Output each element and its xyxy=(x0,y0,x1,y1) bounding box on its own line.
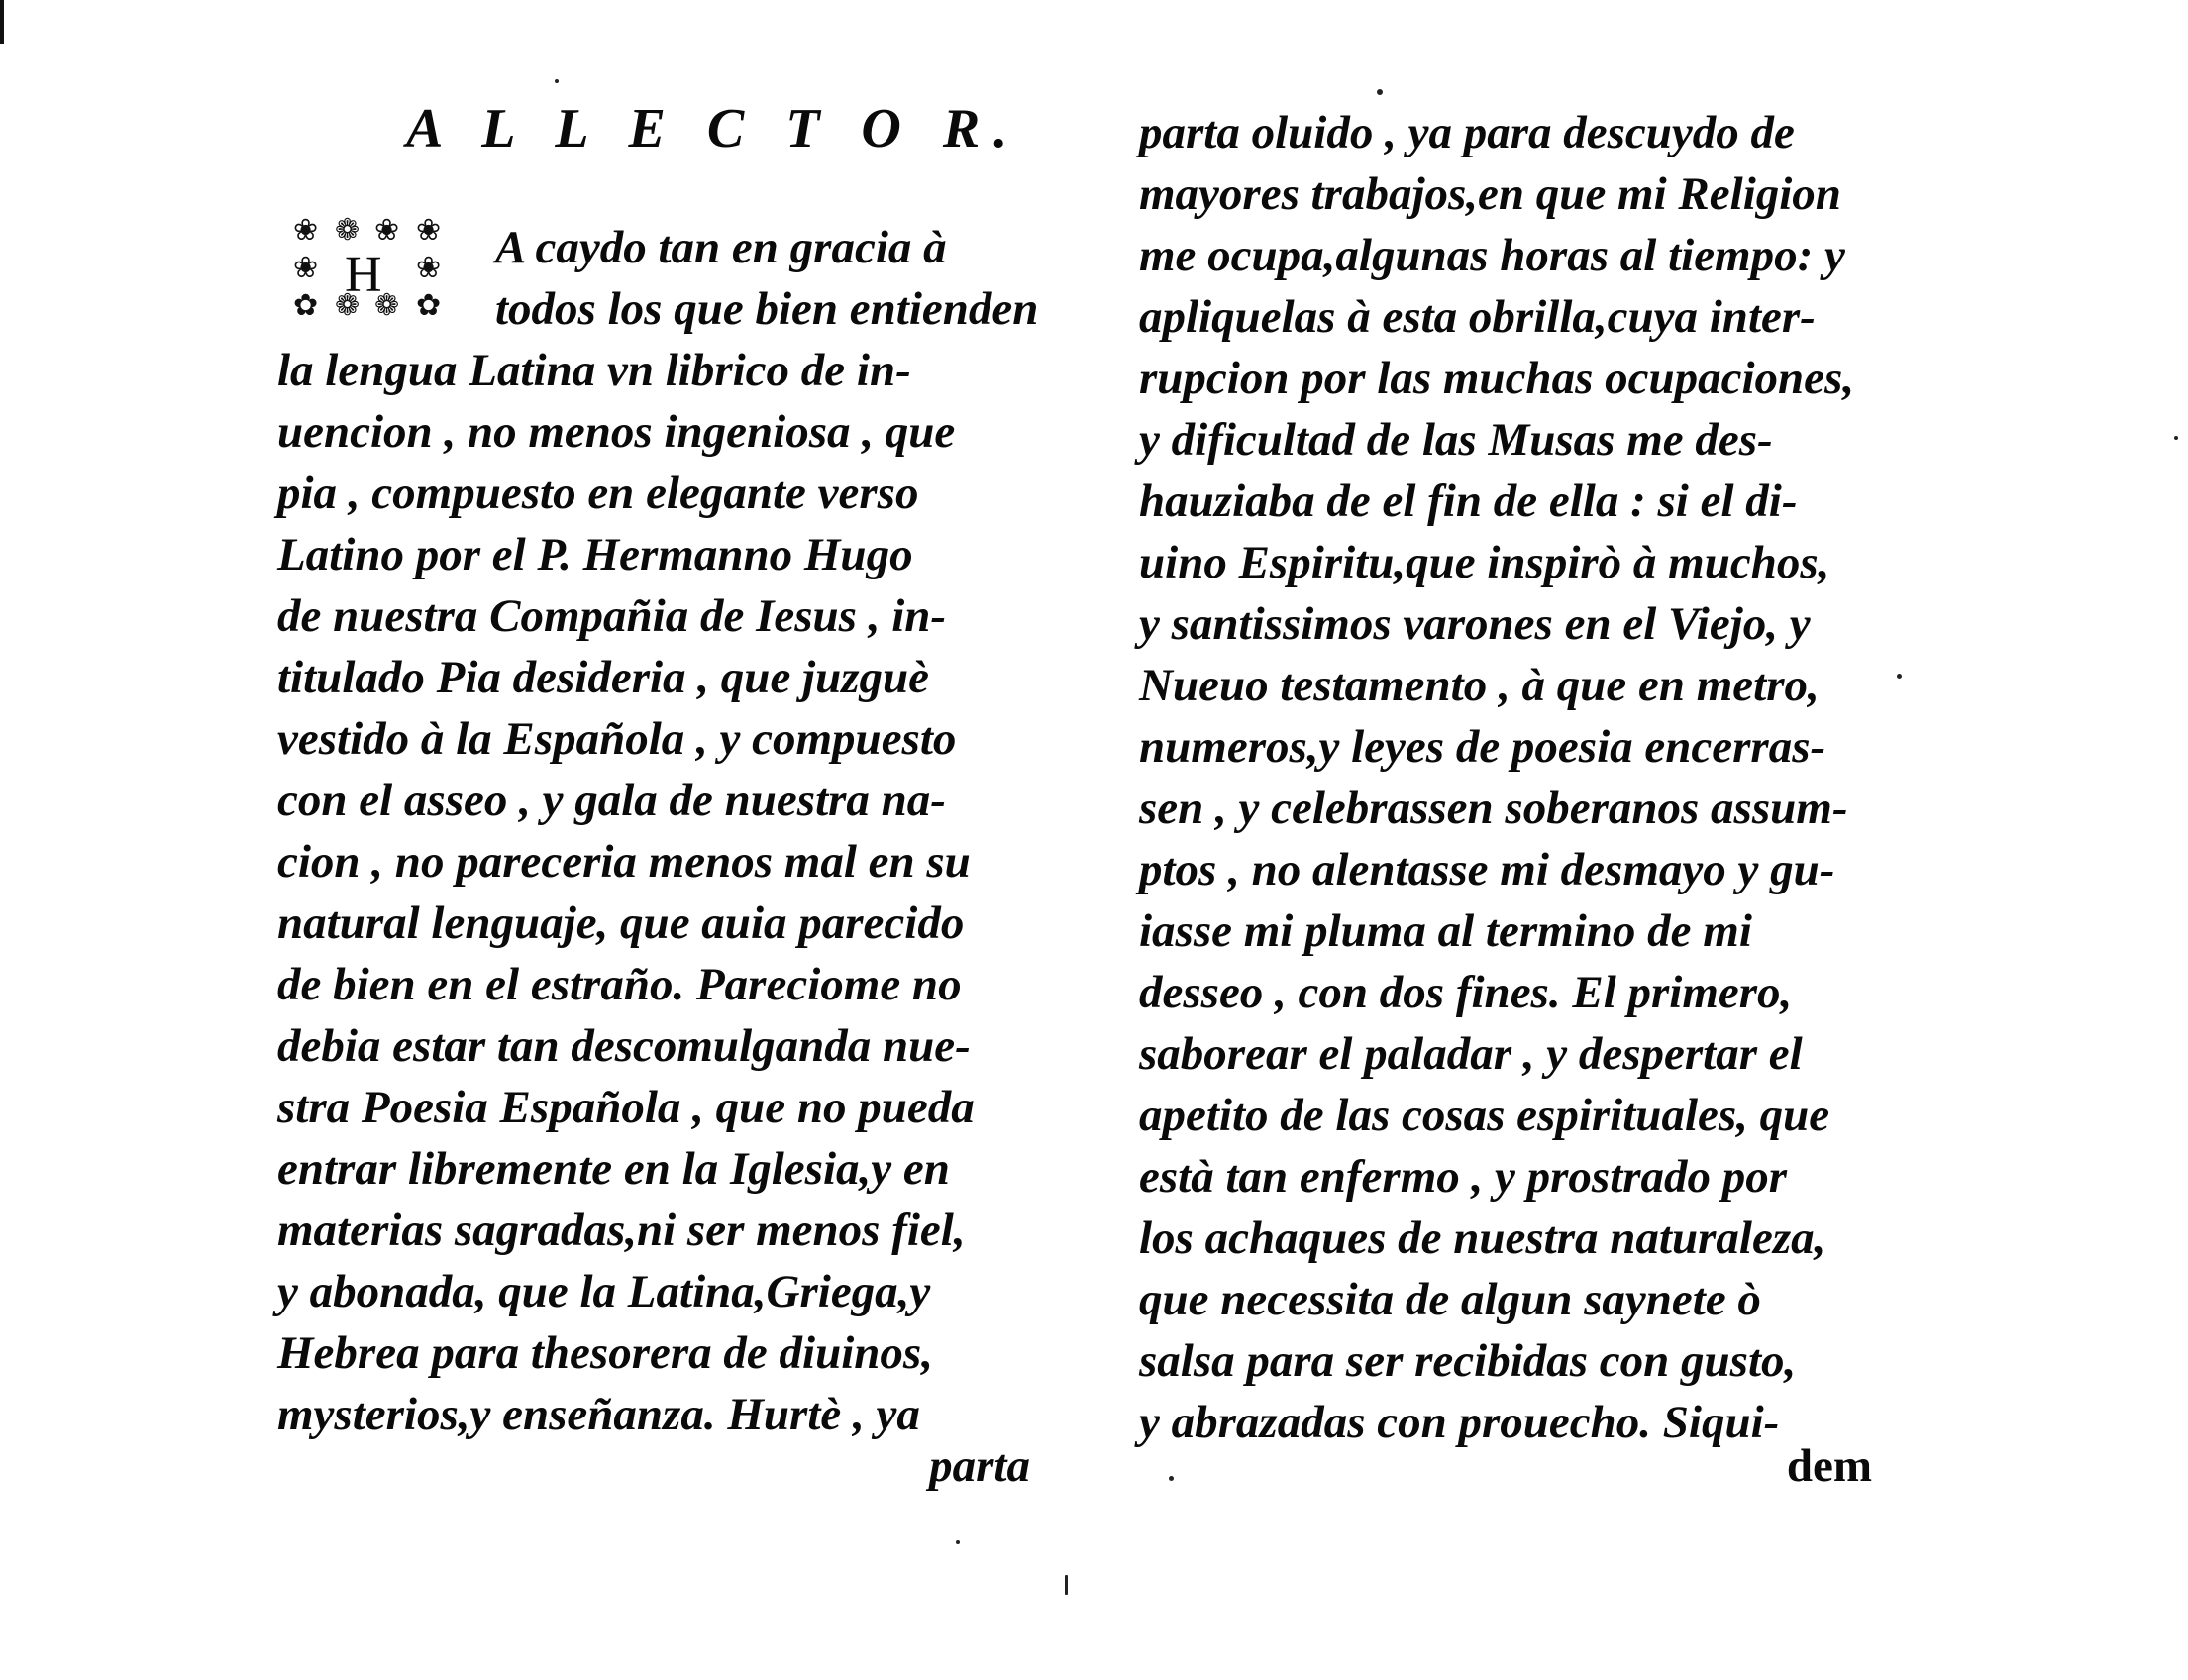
text-line: todos los que bien entienden xyxy=(495,283,1039,335)
text-line: que necessita de algun saynete ò xyxy=(1139,1274,1761,1325)
text-line: la lengua Latina vn librico de in- xyxy=(277,345,911,396)
text-line: y dificultad de las Musas me des- xyxy=(1139,414,1773,466)
text-line: entrar libremente en la Iglesia,y en xyxy=(277,1143,950,1195)
text-line: salsa para ser recibidas con gusto, xyxy=(1139,1335,1797,1387)
text-line: con el asseo , y gala de nuestra na- xyxy=(277,775,946,826)
ornament-icon: ✿ xyxy=(293,289,319,322)
page-edge-mark xyxy=(0,0,4,44)
scan-speck xyxy=(1169,1476,1174,1481)
text-line: saborear el paladar , y despertar el xyxy=(1139,1028,1803,1080)
text-line: numeros,y leyes de poesia encerras- xyxy=(1139,721,1826,773)
ornament-icon: ✿ xyxy=(416,289,442,322)
text-line: me ocupa,algunas horas al tiempo: y xyxy=(1139,230,1845,281)
text-line: ptos , no alentasse mi desmayo y gu- xyxy=(1139,844,1835,895)
text-line: A caydo tan en gracia à xyxy=(495,222,947,273)
catchword: dem xyxy=(1786,1440,1872,1492)
text-line: stra Poesia Española , que no pueda xyxy=(277,1082,975,1133)
text-line: debia estar tan descomulganda nue- xyxy=(277,1020,971,1072)
text-line: de bien en el estraño. Pareciome no xyxy=(277,959,962,1010)
text-line: y abonada, que la Latina,Griega,y xyxy=(277,1266,931,1317)
text-line: mysterios,y enseñanza. Hurtè , ya xyxy=(277,1389,920,1440)
scan-speck xyxy=(1065,1575,1068,1595)
text-line: sen , y celebrassen soberanos assum- xyxy=(1139,783,1848,834)
text-line: rupcion por las muchas ocupaciones, xyxy=(1139,353,1855,404)
scan-speck xyxy=(1377,89,1383,95)
ornament-icon: ❀ xyxy=(416,214,442,247)
scan-speck xyxy=(2174,436,2178,440)
text-line: titulado Pia desideria , que juzguè xyxy=(277,652,930,703)
text-line: vestido à la Española , y compuesto xyxy=(277,713,957,765)
text-line: los achaques de nuestra naturaleza, xyxy=(1139,1212,1826,1264)
text-line: està tan enfermo , y prostrado por xyxy=(1139,1151,1788,1203)
initial-letter: H xyxy=(345,247,382,303)
scan-speck xyxy=(555,79,559,83)
scan-speck xyxy=(1897,674,1902,679)
page-heading: A L L E C T O R. xyxy=(406,98,1022,159)
text-line: uencion , no menos ingeniosa , que xyxy=(277,406,956,458)
text-line: Latino por el P. Hermanno Hugo xyxy=(277,529,913,580)
scan-speck xyxy=(956,1540,960,1544)
ornament-icon: ❁ xyxy=(335,214,361,247)
ornament-icon: ❁ xyxy=(374,289,400,322)
text-line: apetito de las cosas espirituales, que xyxy=(1139,1090,1830,1141)
text-line: de nuestra Compañia de Iesus , in- xyxy=(277,590,947,642)
text-line: Hebrea para thesorera de diuinos, xyxy=(277,1327,933,1379)
text-line: apliquelas à esta obrilla,cuya inter- xyxy=(1139,291,1816,343)
text-line: desseo , con dos fines. El primero, xyxy=(1139,967,1793,1018)
ornamental-initial xyxy=(287,216,475,325)
ornament-icon: ❀ xyxy=(293,252,319,284)
text-line: hauziaba de el fin de ella : si el di- xyxy=(1139,475,1798,527)
text-line: mayores trabajos,en que mi Religion xyxy=(1139,168,1841,220)
catchword: parta xyxy=(929,1440,1030,1492)
text-line: y santissimos varones en el Viejo, y xyxy=(1139,598,1811,650)
ornament-icon: ❀ xyxy=(374,214,400,247)
text-line: parta oluido , ya para descuydo de xyxy=(1139,107,1795,158)
text-line: iasse mi pluma al termino de mi xyxy=(1139,905,1752,957)
text-line: uino Espiritu,que inspirò à muchos, xyxy=(1139,537,1830,588)
text-line: y abrazadas con prouecho. Siqui- xyxy=(1139,1397,1780,1448)
text-line: materias sagradas,ni ser menos fiel, xyxy=(277,1205,966,1256)
ornament-icon: ❁ xyxy=(335,289,361,322)
ornament-icon: ❀ xyxy=(293,214,319,247)
text-line: Nueuo testamento , à que en metro, xyxy=(1139,660,1820,711)
text-line: natural lenguaje, que auia parecido xyxy=(277,897,965,949)
text-line: pia , compuesto en elegante verso xyxy=(277,468,919,519)
text-line: cion , no pareceria menos mal en su xyxy=(277,836,971,888)
ornament-icon: ❀ xyxy=(416,252,442,284)
